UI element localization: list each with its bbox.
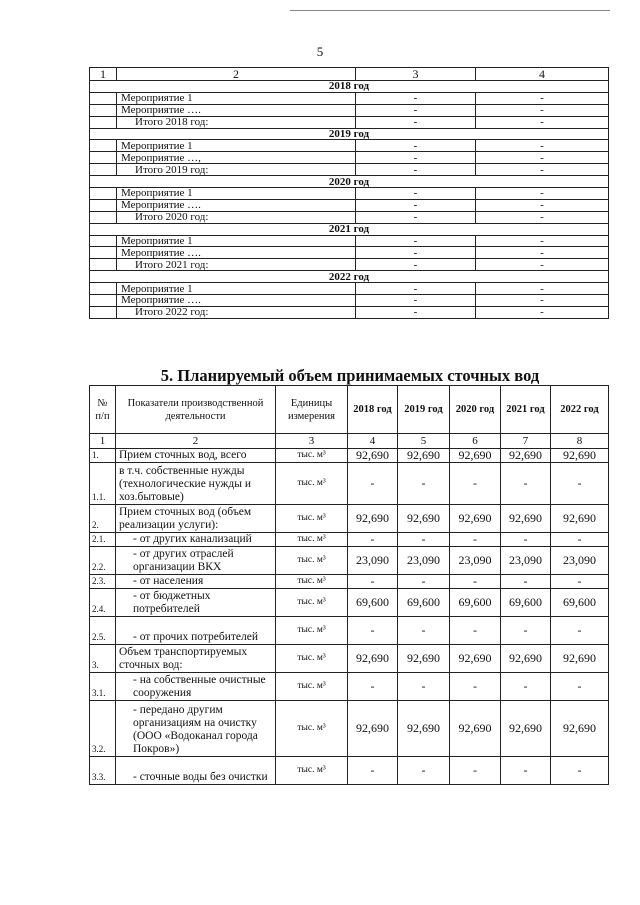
value-cell: - bbox=[398, 575, 450, 589]
value-cell: 92,690 bbox=[348, 645, 398, 673]
value-cell: 69,600 bbox=[398, 589, 450, 617]
col-number: 7 bbox=[501, 434, 551, 449]
value-cell: - bbox=[501, 757, 551, 785]
value-cell: - bbox=[356, 140, 476, 152]
col-number: 3 bbox=[276, 434, 348, 449]
total-row bbox=[90, 164, 609, 176]
empty-cell bbox=[90, 259, 117, 271]
value-cell: - bbox=[356, 116, 476, 128]
col-number: 2 bbox=[117, 68, 356, 81]
total-label: Итого 2021 год: bbox=[117, 259, 356, 271]
value-cell: - bbox=[356, 104, 476, 116]
value-cell: - bbox=[356, 283, 476, 295]
row-index: 3.2. bbox=[90, 701, 116, 757]
indicator-name: Прием сточных вод (объем реализации услуги): bbox=[119, 506, 252, 531]
col-number: 2 bbox=[116, 434, 276, 449]
value-cell: - bbox=[501, 617, 551, 645]
value-cell: - bbox=[398, 533, 450, 547]
indicator-name: Прием сточных вод, всего bbox=[119, 449, 247, 461]
table-row bbox=[90, 589, 609, 617]
year-row bbox=[90, 128, 609, 140]
empty-cell bbox=[90, 295, 117, 307]
row-index: 1. bbox=[90, 449, 116, 463]
value-cell: - bbox=[476, 188, 609, 200]
total-label: Итого 2020 год: bbox=[117, 211, 356, 223]
empty-cell bbox=[90, 283, 117, 295]
value-cell: 23,090 bbox=[450, 547, 501, 575]
indicator-cell bbox=[116, 449, 276, 463]
indicator-name: - от населения bbox=[133, 575, 204, 587]
header-unit: Единицы измерения bbox=[276, 386, 348, 434]
indicator-cell bbox=[116, 575, 276, 589]
row-index: 2.3. bbox=[90, 575, 116, 589]
indicator-name: - от прочих потребителей bbox=[133, 631, 259, 643]
indicator-cell bbox=[116, 533, 276, 547]
event-row bbox=[90, 140, 609, 152]
unit-cell: тыс. м³ bbox=[276, 463, 348, 505]
empty-cell bbox=[90, 188, 117, 200]
value-cell: - bbox=[476, 259, 609, 271]
empty-cell bbox=[90, 104, 117, 116]
event-name: Мероприятие …, bbox=[117, 152, 356, 164]
row-index: 3.1. bbox=[90, 673, 116, 701]
value-cell: 23,090 bbox=[551, 547, 609, 575]
table-row bbox=[90, 449, 609, 463]
indicator-name: - от бюджетных потребителей bbox=[133, 590, 211, 615]
value-cell: - bbox=[348, 533, 398, 547]
value-cell: - bbox=[356, 247, 476, 259]
indicator-name: - на собственные очистные сооружения bbox=[133, 674, 266, 699]
empty-cell bbox=[90, 211, 117, 223]
value-cell: - bbox=[476, 104, 609, 116]
indicator-name: в т.ч. собственные нужды (технологические нужды и хоз.бытовые) bbox=[119, 465, 251, 503]
event-row bbox=[90, 283, 609, 295]
header-rule bbox=[290, 10, 610, 11]
unit-cell: тыс. м³ bbox=[276, 617, 348, 645]
value-cell: 92,690 bbox=[450, 701, 501, 757]
indicator-cell bbox=[116, 757, 276, 785]
value-cell: - bbox=[356, 152, 476, 164]
header-year: 2019 год bbox=[398, 386, 450, 434]
col-number: 5 bbox=[398, 434, 450, 449]
row-index: 3.3. bbox=[90, 757, 116, 785]
value-cell: 92,690 bbox=[398, 449, 450, 463]
value-cell: - bbox=[356, 235, 476, 247]
value-cell: - bbox=[551, 673, 609, 701]
event-row bbox=[90, 92, 609, 104]
table-row bbox=[90, 757, 609, 785]
column-number-row bbox=[90, 434, 609, 449]
indicator-name: - от других отраслей организации ВКХ bbox=[133, 548, 234, 573]
value-cell: 23,090 bbox=[501, 547, 551, 575]
event-name: Мероприятие 1 bbox=[117, 140, 356, 152]
indicator-cell bbox=[116, 547, 276, 575]
table-row bbox=[90, 463, 609, 505]
table-row bbox=[90, 505, 609, 533]
value-cell: - bbox=[501, 533, 551, 547]
event-row bbox=[90, 235, 609, 247]
event-name: Мероприятие …. bbox=[117, 199, 356, 211]
value-cell: 92,690 bbox=[398, 505, 450, 533]
event-row bbox=[90, 247, 609, 259]
value-cell: - bbox=[450, 463, 501, 505]
value-cell: - bbox=[551, 533, 609, 547]
value-cell: - bbox=[348, 617, 398, 645]
indicator-cell bbox=[116, 701, 276, 757]
indicator-name: - сточные воды без очистки bbox=[133, 771, 268, 783]
empty-cell bbox=[90, 116, 117, 128]
total-row bbox=[90, 116, 609, 128]
row-index: 3. bbox=[90, 645, 116, 673]
value-cell: 92,690 bbox=[551, 505, 609, 533]
event-row bbox=[90, 295, 609, 307]
table-row bbox=[90, 701, 609, 757]
value-cell: 92,690 bbox=[501, 645, 551, 673]
row-index: 2. bbox=[90, 505, 116, 533]
table-row bbox=[90, 533, 609, 547]
value-cell: 92,690 bbox=[551, 701, 609, 757]
col-number: 8 bbox=[551, 434, 609, 449]
value-cell: - bbox=[356, 306, 476, 318]
event-row bbox=[90, 188, 609, 200]
col-number: 1 bbox=[90, 434, 116, 449]
event-name: Мероприятие 1 bbox=[117, 235, 356, 247]
table-header-row bbox=[90, 386, 609, 434]
table-row bbox=[90, 547, 609, 575]
wastewater-table-body bbox=[90, 449, 609, 785]
value-cell: 23,090 bbox=[398, 547, 450, 575]
value-cell: 92,690 bbox=[398, 645, 450, 673]
value-cell: - bbox=[450, 757, 501, 785]
value-cell: - bbox=[476, 211, 609, 223]
value-cell: 92,690 bbox=[450, 505, 501, 533]
value-cell: 69,600 bbox=[501, 589, 551, 617]
value-cell: - bbox=[476, 247, 609, 259]
event-name: Мероприятие 1 bbox=[117, 188, 356, 200]
value-cell: 92,690 bbox=[348, 505, 398, 533]
events-table-body bbox=[90, 68, 609, 319]
value-cell: - bbox=[356, 164, 476, 176]
event-name: Мероприятие 1 bbox=[117, 92, 356, 104]
header-year: 2020 год bbox=[450, 386, 501, 434]
value-cell: - bbox=[551, 757, 609, 785]
empty-cell bbox=[90, 140, 117, 152]
row-index: 1.1. bbox=[90, 463, 116, 505]
table-row bbox=[90, 617, 609, 645]
value-cell: - bbox=[476, 92, 609, 104]
value-cell: - bbox=[356, 295, 476, 307]
total-label: Итого 2018 год: bbox=[117, 116, 356, 128]
header-year: 2022 год bbox=[551, 386, 609, 434]
value-cell: - bbox=[356, 211, 476, 223]
header-year: 2021 год bbox=[501, 386, 551, 434]
value-cell: 23,090 bbox=[348, 547, 398, 575]
total-row bbox=[90, 211, 609, 223]
value-cell: - bbox=[450, 673, 501, 701]
row-index: 2.1. bbox=[90, 533, 116, 547]
value-cell: 92,690 bbox=[398, 701, 450, 757]
event-name: Мероприятие …. bbox=[117, 247, 356, 259]
indicator-name: - от других канализаций bbox=[133, 533, 252, 545]
value-cell: - bbox=[356, 188, 476, 200]
year-label: 2020 год bbox=[90, 176, 609, 188]
unit-cell: тыс. м³ bbox=[276, 449, 348, 463]
value-cell: - bbox=[476, 140, 609, 152]
indicator-name: Объем транспортируемых сточных вод: bbox=[119, 646, 248, 671]
col-number: 3 bbox=[356, 68, 476, 81]
empty-cell bbox=[90, 306, 117, 318]
value-cell: 92,690 bbox=[551, 449, 609, 463]
value-cell: - bbox=[476, 283, 609, 295]
wastewater-volume-table bbox=[89, 385, 609, 785]
value-cell: - bbox=[501, 575, 551, 589]
year-label: 2021 год bbox=[90, 223, 609, 235]
total-row bbox=[90, 259, 609, 271]
value-cell: - bbox=[551, 575, 609, 589]
total-row bbox=[90, 306, 609, 318]
row-index: 2.4. bbox=[90, 589, 116, 617]
indicator-cell bbox=[116, 673, 276, 701]
section-title: 5. Планируемый объем принимаемых сточных вод bbox=[160, 366, 540, 385]
value-cell: - bbox=[476, 306, 609, 318]
value-cell: - bbox=[398, 617, 450, 645]
event-name: Мероприятие …. bbox=[117, 295, 356, 307]
empty-cell bbox=[90, 92, 117, 104]
row-index: 2.5. bbox=[90, 617, 116, 645]
col-number: 4 bbox=[476, 68, 609, 81]
table-row bbox=[90, 645, 609, 673]
value-cell: 92,690 bbox=[450, 449, 501, 463]
value-cell: - bbox=[476, 152, 609, 164]
value-cell: - bbox=[348, 463, 398, 505]
year-row bbox=[90, 81, 609, 93]
year-label: 2019 год bbox=[90, 128, 609, 140]
indicator-cell bbox=[116, 617, 276, 645]
year-row bbox=[90, 176, 609, 188]
value-cell: - bbox=[450, 533, 501, 547]
value-cell: - bbox=[398, 673, 450, 701]
value-cell: - bbox=[501, 673, 551, 701]
event-row bbox=[90, 152, 609, 164]
indicator-cell bbox=[116, 463, 276, 505]
col-number: 6 bbox=[450, 434, 501, 449]
empty-cell bbox=[90, 199, 117, 211]
header-indicator: Показатели производственной деятельности bbox=[116, 386, 276, 434]
header-num: № п/п bbox=[90, 386, 116, 434]
value-cell: 69,600 bbox=[348, 589, 398, 617]
value-cell: - bbox=[348, 757, 398, 785]
value-cell: 92,690 bbox=[501, 505, 551, 533]
events-table-header-row bbox=[90, 68, 609, 81]
value-cell: 92,690 bbox=[501, 701, 551, 757]
event-row bbox=[90, 199, 609, 211]
value-cell: 92,690 bbox=[348, 449, 398, 463]
indicator-cell bbox=[116, 589, 276, 617]
value-cell: 92,690 bbox=[348, 701, 398, 757]
year-label: 2022 год bbox=[90, 271, 609, 283]
unit-cell: тыс. м³ bbox=[276, 645, 348, 673]
value-cell: - bbox=[450, 617, 501, 645]
value-cell: 92,690 bbox=[501, 449, 551, 463]
value-cell: - bbox=[398, 463, 450, 505]
value-cell: - bbox=[348, 575, 398, 589]
value-cell: 92,690 bbox=[450, 645, 501, 673]
empty-cell bbox=[90, 247, 117, 259]
unit-cell: тыс. м³ bbox=[276, 533, 348, 547]
indicator-cell bbox=[116, 645, 276, 673]
value-cell: - bbox=[501, 463, 551, 505]
value-cell: - bbox=[551, 463, 609, 505]
value-cell: - bbox=[398, 757, 450, 785]
unit-cell: тыс. м³ bbox=[276, 547, 348, 575]
unit-cell: тыс. м³ bbox=[276, 673, 348, 701]
value-cell: - bbox=[476, 235, 609, 247]
row-index: 2.2. bbox=[90, 547, 116, 575]
unit-cell: тыс. м³ bbox=[276, 575, 348, 589]
total-label: Итого 2022 год: bbox=[117, 306, 356, 318]
value-cell: - bbox=[450, 575, 501, 589]
value-cell: - bbox=[476, 164, 609, 176]
value-cell: - bbox=[356, 92, 476, 104]
value-cell: - bbox=[348, 673, 398, 701]
year-label: 2018 год bbox=[90, 81, 609, 93]
total-label: Итого 2019 год: bbox=[117, 164, 356, 176]
value-cell: - bbox=[476, 116, 609, 128]
table-row bbox=[90, 673, 609, 701]
value-cell: - bbox=[356, 199, 476, 211]
table-row bbox=[90, 575, 609, 589]
events-table bbox=[89, 67, 609, 319]
unit-cell: тыс. м³ bbox=[276, 757, 348, 785]
unit-cell: тыс. м³ bbox=[276, 505, 348, 533]
unit-cell: тыс. м³ bbox=[276, 589, 348, 617]
col-number: 4 bbox=[348, 434, 398, 449]
value-cell: 69,600 bbox=[551, 589, 609, 617]
year-row bbox=[90, 223, 609, 235]
empty-cell bbox=[90, 152, 117, 164]
value-cell: - bbox=[551, 617, 609, 645]
value-cell: 92,690 bbox=[551, 645, 609, 673]
event-name: Мероприятие …. bbox=[117, 104, 356, 116]
value-cell: - bbox=[476, 199, 609, 211]
col-number: 1 bbox=[90, 68, 117, 81]
empty-cell bbox=[90, 164, 117, 176]
event-name: Мероприятие 1 bbox=[117, 283, 356, 295]
year-row bbox=[90, 271, 609, 283]
indicator-cell bbox=[116, 505, 276, 533]
page-number: 5 bbox=[316, 44, 324, 59]
value-cell: - bbox=[356, 259, 476, 271]
value-cell: - bbox=[476, 295, 609, 307]
empty-cell bbox=[90, 235, 117, 247]
header-year: 2018 год bbox=[348, 386, 398, 434]
value-cell: 69,600 bbox=[450, 589, 501, 617]
event-row bbox=[90, 104, 609, 116]
indicator-name: - передано другим организациям на очистку (ООО «Водоканал города Покров») bbox=[133, 704, 258, 755]
unit-cell: тыс. м³ bbox=[276, 701, 348, 757]
